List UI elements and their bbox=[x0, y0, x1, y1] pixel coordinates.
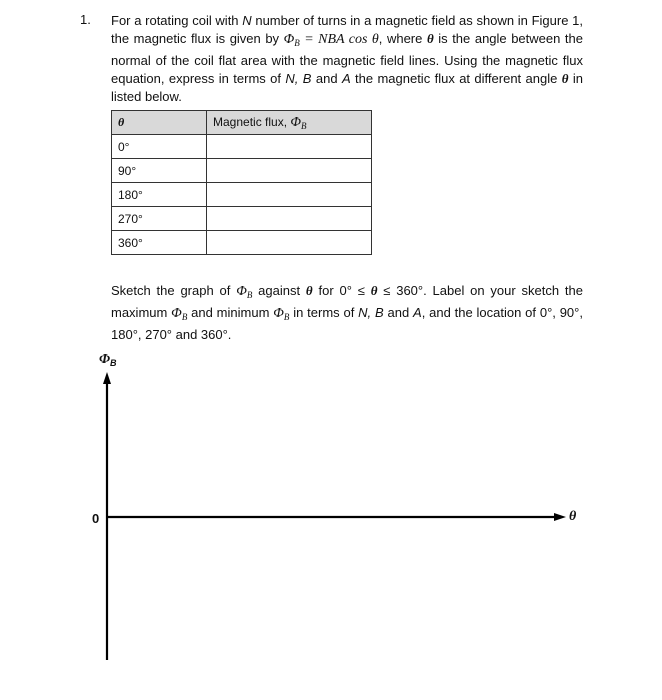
theta-column-header: θ bbox=[112, 111, 207, 135]
x-axis-label: θ bbox=[569, 509, 577, 524]
question-number: 1. bbox=[80, 12, 91, 27]
angle-cell: 0° bbox=[112, 135, 207, 159]
flux-formula: $\Phi_B$ = NBA cos θ bbox=[283, 32, 379, 48]
flux-column-header: Magnetic flux, $\Phi_B$ bbox=[207, 111, 372, 135]
y-axis-label: $\Phi_B$ bbox=[99, 352, 117, 368]
angle-cell: 90° bbox=[112, 159, 207, 183]
angle-cell: 180° bbox=[112, 183, 207, 207]
x-axis-arrowhead bbox=[554, 513, 566, 521]
angle-cell: 360° bbox=[112, 231, 207, 255]
y-axis-arrowhead bbox=[103, 372, 111, 384]
angle-cell: 270° bbox=[112, 207, 207, 231]
question-text: For a rotating coil with N number of turns in a magnetic field as shown in Figure 1, the magnetic flux is given by $\Phi_B$ = NBA cos θ, where θ is the angle between the normal of the coil flat area with the magnetic field lines. Using the magnetic flux equation, express in terms of N, B and A the magnetic flux at different angle θ in listed below. bbox=[111, 13, 584, 104]
origin-label: 0 bbox=[92, 511, 100, 526]
sketch-instructions: Sketch the graph of $\Phi_B$ against θ for 0° ≤ θ ≤ 360°. Label on your sketch the maximum $\Phi_B$ and minimum $\Phi_B$ in terms of N, B and A, and the location of 0°, 90°, 180°, 270° and 360°. bbox=[111, 283, 583, 342]
